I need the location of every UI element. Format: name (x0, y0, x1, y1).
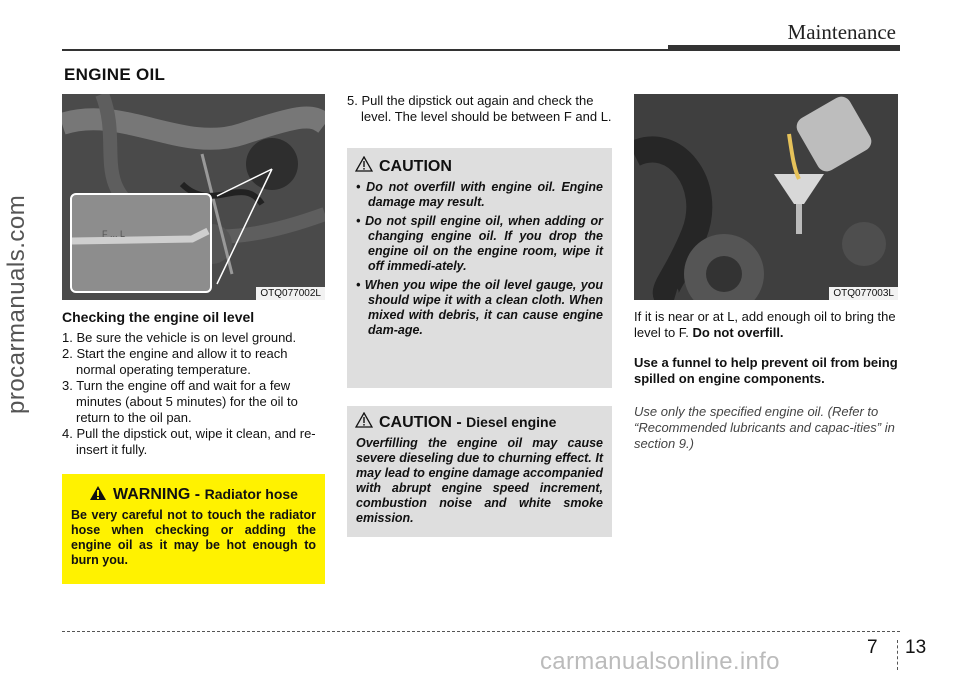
caution-list (356, 180, 603, 338)
caution-item: • Do not overfill with engine oil. Engine damage may result. (356, 180, 603, 209)
funnel-paragraph: Use a funnel to help prevent oil from being spilled on engine components. (634, 355, 898, 386)
engine-dipstick-photo (62, 94, 325, 300)
warning-subtitle: Radiator hose (204, 486, 298, 502)
page-number-separator (897, 640, 898, 670)
caution-diesel-box (347, 406, 612, 537)
caution-diesel-title (379, 414, 603, 432)
caution-item: • Do not spill engine oil, when adding or changing engine oil. If you drop the engine oil on the engine room, wipe it off immedi-ately. (356, 214, 603, 273)
specified-oil-note: Use only the specified engine oil. (Refer to “Recommended lubricants and capac-ities” in section 9.) (634, 404, 895, 451)
engine-funnel-illustration (634, 94, 898, 300)
step-5-list (347, 93, 612, 125)
step-2: 2. Start the engine and allow it to reach normal operating temperature. (62, 346, 288, 377)
checking-steps (62, 330, 327, 458)
step-3: 3. Turn the engine off and wait for a few minutes (about 5 minutes) for the oil to return to the oil pan. (62, 378, 298, 425)
oil-funnel-photo (634, 94, 898, 300)
add-oil-paragraph (634, 309, 899, 341)
caution-box (347, 148, 612, 388)
caution-icon (355, 412, 373, 428)
caution-diesel-subtitle: Diesel engine (466, 414, 557, 430)
header-rule (62, 49, 672, 51)
step-5: 5. Pull the dipstick out again and check the level. The level should be between F and L. (347, 93, 612, 124)
chapter-number: 7 (867, 637, 878, 658)
warning-box (62, 474, 325, 584)
footer-rule (62, 631, 900, 632)
dipstick-zoom-inset (70, 193, 212, 293)
footer-watermark: carmanualsonline.info (540, 648, 780, 675)
warning-icon (89, 485, 107, 501)
caution-title-text: CAUTION (379, 158, 452, 175)
section-title: Maintenance (787, 20, 896, 44)
checking-subheading: Checking the engine oil level (62, 309, 255, 325)
step-1: 1. Be sure the vehicle is on level ground. (62, 330, 297, 345)
dipstick-marks: F ... L (102, 229, 126, 239)
caution-diesel-title-text: CAUTION - (379, 414, 462, 431)
side-watermark: procarmanuals.com (3, 194, 30, 414)
warning-title (71, 485, 316, 504)
figure-code-right: OTQ077003L (829, 287, 898, 300)
page-heading: ENGINE OIL (64, 65, 166, 84)
dipstick-icon (72, 195, 210, 291)
do-not-overfill: Do not overfill. (692, 325, 784, 340)
figure-code-left: OTQ077002L (256, 287, 325, 300)
page-number: 13 (905, 637, 927, 658)
caution-icon (355, 156, 373, 172)
step-4: 4. Pull the dipstick out, wipe it clean, and re-insert it fully. (62, 426, 316, 457)
caution-item: • When you wipe the oil level gauge, you should wipe it with a clean cloth. When mixed with debris, it can cause engine dam-age. (356, 278, 603, 337)
warning-body: Be very careful not to touch the radiator hose when checking or adding the engine oil as it may be hot enough to burn you. (71, 508, 316, 567)
caution-title (379, 158, 603, 176)
warning-title-text: WARNING - (113, 486, 201, 503)
add-oil-text: If it is near or at L, add enough oil to bring the level to F. (634, 309, 896, 340)
header-rule-thick (668, 45, 900, 51)
caution-diesel-body: Overfilling the engine oil may cause severe dieseling due to churning effect. It may lead to engine damage accompanied with abrupt engine speed increment, combustion noise and white smoke emission. (356, 436, 603, 525)
